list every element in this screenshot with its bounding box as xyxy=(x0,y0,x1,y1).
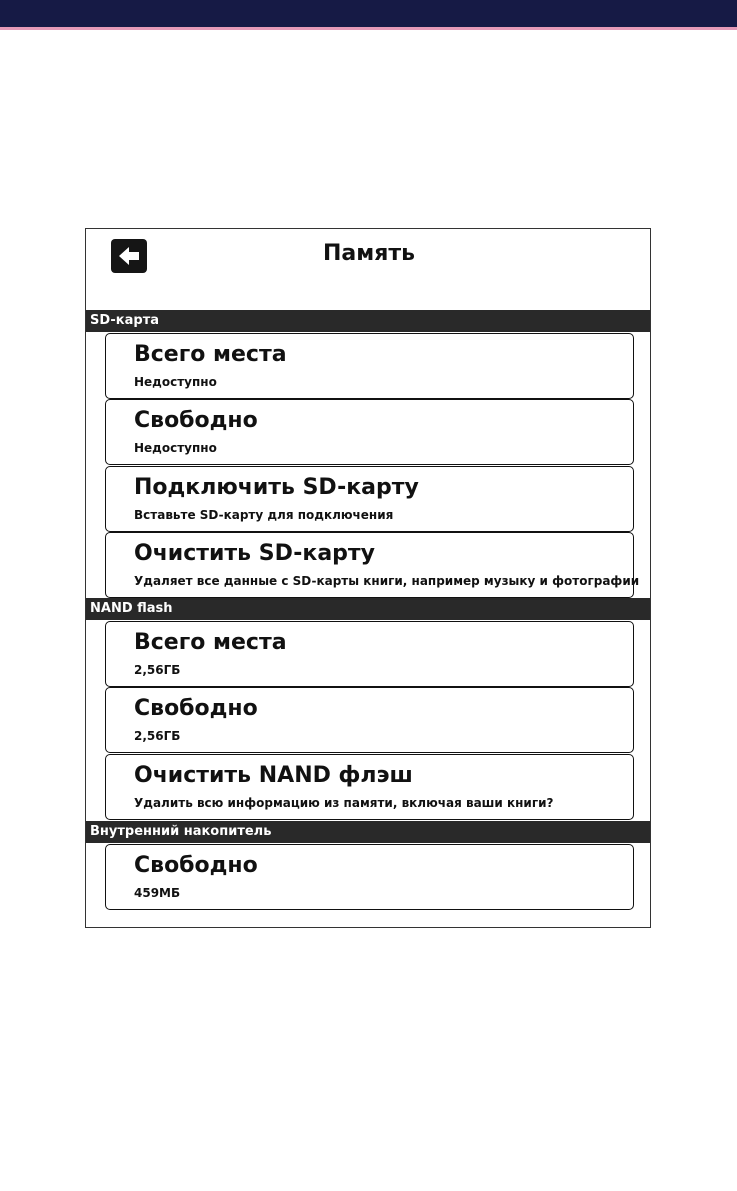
top-status-bar xyxy=(0,0,737,27)
section-header-nand-flash: NAND flash xyxy=(86,598,650,620)
format-sd-card-item[interactable] xyxy=(105,532,640,598)
item-title: Всего места xyxy=(134,630,287,655)
item-subtitle: Недоступно xyxy=(134,375,217,389)
item-title: Свободно xyxy=(134,696,258,721)
item-subtitle: 459МБ xyxy=(134,886,181,900)
item-title: Свободно xyxy=(134,408,258,433)
memory-settings-screen xyxy=(85,228,651,928)
internal-free-space-item[interactable] xyxy=(105,844,634,910)
item-subtitle: Недоступно xyxy=(134,441,217,455)
section-header-sd-card: SD-карта xyxy=(86,310,650,332)
item-subtitle: 2,56ГБ xyxy=(134,663,181,677)
item-subtitle: Вставьте SD-карту для подключения xyxy=(134,508,394,522)
top-accent-line xyxy=(0,27,737,30)
item-title: Подключить SD-карту xyxy=(134,475,419,500)
item-title: Всего места xyxy=(134,342,287,367)
nand-free-space-item[interactable] xyxy=(105,687,634,753)
nand-total-space-item[interactable] xyxy=(105,621,634,687)
item-title: Свободно xyxy=(134,853,258,878)
item-title: Очистить NAND флэш xyxy=(134,763,413,788)
format-nand-flash-item[interactable] xyxy=(105,754,634,820)
item-subtitle: Удаляет все данные с SD-карты книги, например музыку и фотографии xyxy=(134,574,640,588)
item-title: Очистить SD-карту xyxy=(134,541,376,566)
sd-total-space-item[interactable] xyxy=(105,333,634,399)
mount-sd-card-item[interactable] xyxy=(105,466,634,532)
sd-free-space-item[interactable] xyxy=(105,399,634,465)
item-subtitle: 2,56ГБ xyxy=(134,729,181,743)
section-header-internal-storage: Внутренний накопитель xyxy=(86,821,650,843)
item-subtitle: Удалить всю информацию из памяти, включая ваши книги? xyxy=(134,796,554,810)
page-title: Память xyxy=(322,241,416,266)
